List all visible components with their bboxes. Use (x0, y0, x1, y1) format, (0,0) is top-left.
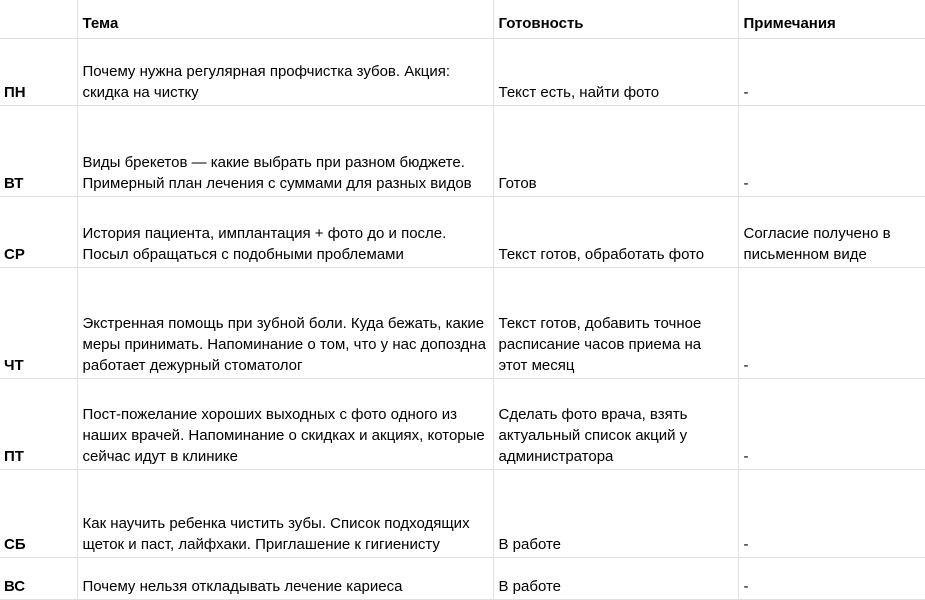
status-cell[interactable]: Сделать фото врача, взять актуальный список акций у администратора (493, 378, 738, 469)
status-cell[interactable]: Текст готов, добавить точное расписание часов приема на этот месяц (493, 267, 738, 378)
day-cell[interactable]: ВТ (0, 105, 77, 196)
notes-cell[interactable]: - (738, 469, 925, 557)
status-cell[interactable]: В работе (493, 557, 738, 599)
topic-cell[interactable]: Как научить ребенка чистить зубы. Список подходящих щеток и паст, лайфхаки. Приглашение к гигиенисту (77, 469, 493, 557)
notes-cell[interactable]: - (738, 38, 925, 105)
table-row (0, 105, 925, 196)
day-cell[interactable]: СБ (0, 469, 77, 557)
header-topic[interactable]: Тема (77, 0, 493, 38)
day-cell[interactable]: ВС (0, 557, 77, 599)
topic-cell[interactable]: Почему нужна регулярная профчистка зубов. Акция: скидка на чистку (77, 38, 493, 105)
notes-cell[interactable]: Согласие получено в письменном виде (738, 196, 925, 267)
table-row (0, 38, 925, 105)
status-cell[interactable]: В работе (493, 469, 738, 557)
topic-cell[interactable]: Виды брекетов — какие выбрать при разном бюджете. Примерный план лечения с суммами для разных видов (77, 105, 493, 196)
table-row (0, 557, 925, 599)
status-cell[interactable]: Текст готов, обработать фото (493, 196, 738, 267)
header-day[interactable] (0, 0, 77, 38)
notes-cell[interactable]: - (738, 267, 925, 378)
notes-cell[interactable]: - (738, 105, 925, 196)
day-cell[interactable]: СР (0, 196, 77, 267)
table-row (0, 267, 925, 378)
status-cell[interactable]: Текст есть, найти фото (493, 38, 738, 105)
table-row (0, 469, 925, 557)
table-row (0, 196, 925, 267)
topic-cell[interactable]: Пост-пожелание хороших выходных с фото одного из наших врачей. Напоминание о скидках и акциях, которые сейчас идут в клинике (77, 378, 493, 469)
header-row (0, 0, 925, 38)
topic-cell[interactable]: Экстренная помощь при зубной боли. Куда бежать, какие меры принимать. Напоминание о том, что у нас допоздна работает дежурный стоматолог (77, 267, 493, 378)
day-cell[interactable]: ПТ (0, 378, 77, 469)
day-cell[interactable]: ЧТ (0, 267, 77, 378)
status-cell[interactable]: Готов (493, 105, 738, 196)
header-notes[interactable]: Примечания (738, 0, 925, 38)
topic-cell[interactable]: Почему нельзя откладывать лечение кариеса (77, 557, 493, 599)
notes-cell[interactable]: - (738, 378, 925, 469)
header-status[interactable]: Готовность (493, 0, 738, 38)
day-cell[interactable]: ПН (0, 38, 77, 105)
topic-cell[interactable]: История пациента, имплантация + фото до и после. Посыл обращаться с подобными проблемами (77, 196, 493, 267)
table-row (0, 378, 925, 469)
notes-cell[interactable]: - (738, 557, 925, 599)
